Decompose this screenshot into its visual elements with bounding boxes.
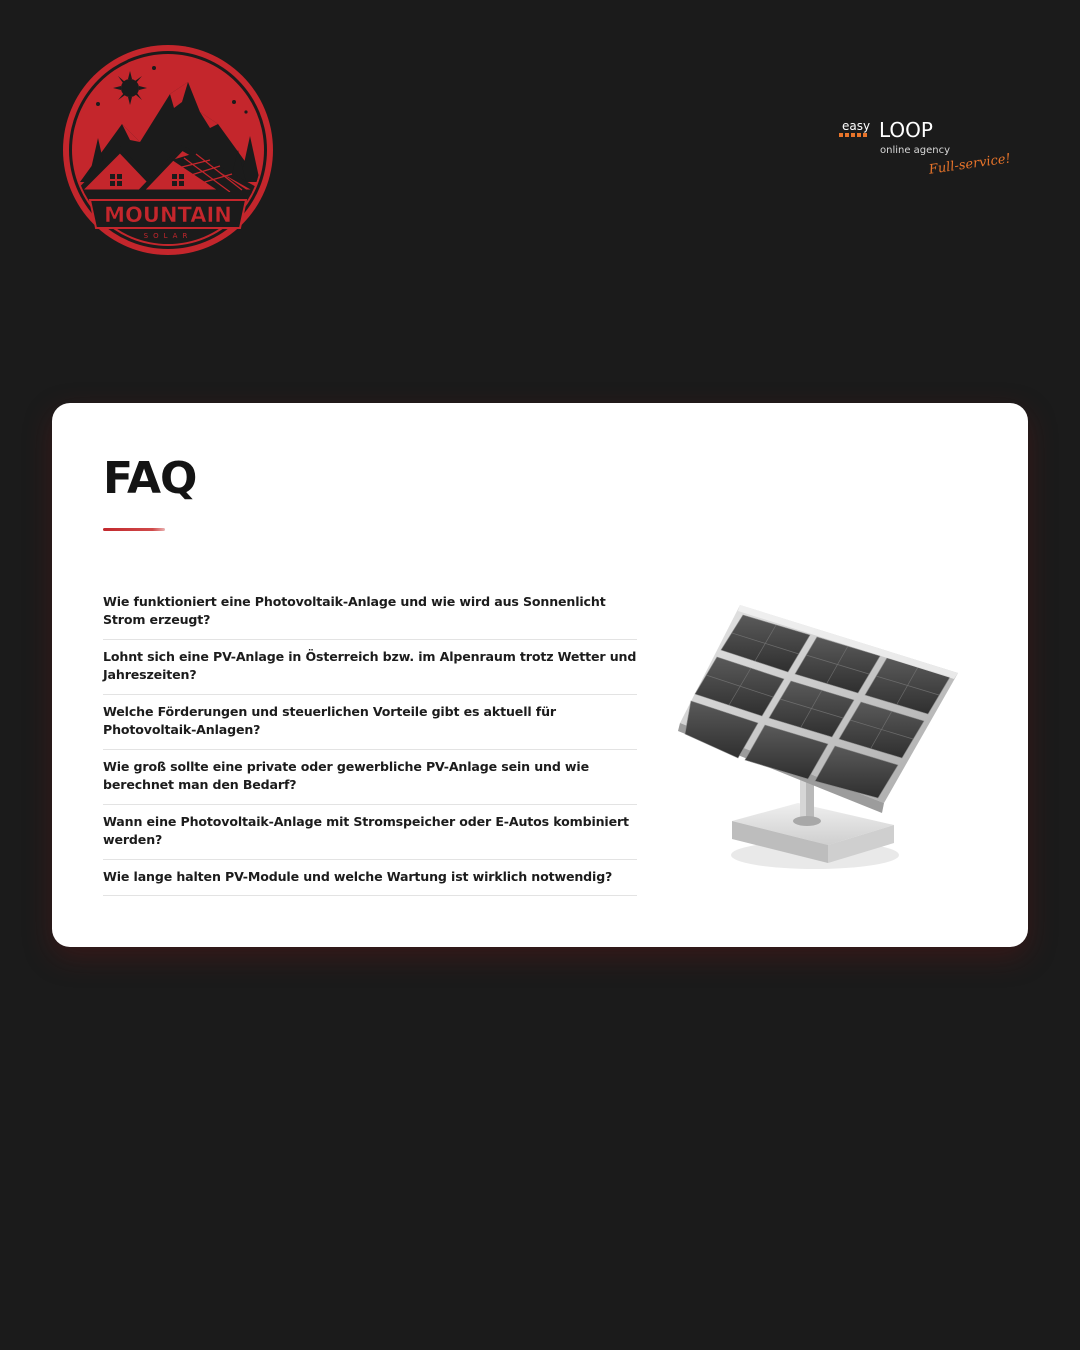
agency-prefix: easy: [842, 119, 871, 133]
faq-item[interactable]: [103, 585, 637, 640]
faq-item[interactable]: [103, 695, 637, 750]
logo-sub: SOLAR: [143, 232, 193, 240]
faq-item[interactable]: [103, 750, 637, 805]
faq-question: Wann eine Photovoltaik-Anlage mit Stromspeicher oder E-Autos kombiniert werden?: [103, 814, 629, 847]
agency-logo: [836, 112, 1026, 182]
faq-list: [103, 585, 637, 896]
faq-question: Wie groß sollte eine private oder gewerbliche PV-Anlage sein und wie berechnet man den Bedarf?: [103, 759, 589, 792]
faq-question: Wie lange halten PV-Module und welche Wartung ist wirklich notwendig?: [103, 869, 613, 884]
faq-card: [52, 403, 1028, 947]
faq-item[interactable]: [103, 640, 637, 695]
faq-item[interactable]: [103, 860, 637, 896]
agency-name: LOOP: [879, 118, 933, 142]
faq-question: Lohnt sich eine PV-Anlage in Österreich bzw. im Alpenraum trotz Wetter und Jahreszeiten?: [103, 649, 637, 682]
mountain-solar-logo: [60, 42, 276, 258]
faq-item[interactable]: [103, 805, 637, 860]
agency-slogan: Full-service!: [928, 151, 1012, 178]
faq-question: Welche Förderungen und steuerlichen Vorteile gibt es aktuell für Photovoltaik-Anlagen?: [103, 704, 556, 737]
title-underline: [103, 528, 165, 531]
solar-panel-icon: [672, 593, 962, 883]
faq-question: Wie funktioniert eine Photovoltaik-Anlage und wie wird aus Sonnenlicht Strom erzeugt?: [103, 594, 606, 627]
faq-title: FAQ: [103, 453, 197, 504]
logo-name: MOUNTAIN: [104, 203, 232, 227]
agency-tagline: online agency: [880, 145, 951, 156]
